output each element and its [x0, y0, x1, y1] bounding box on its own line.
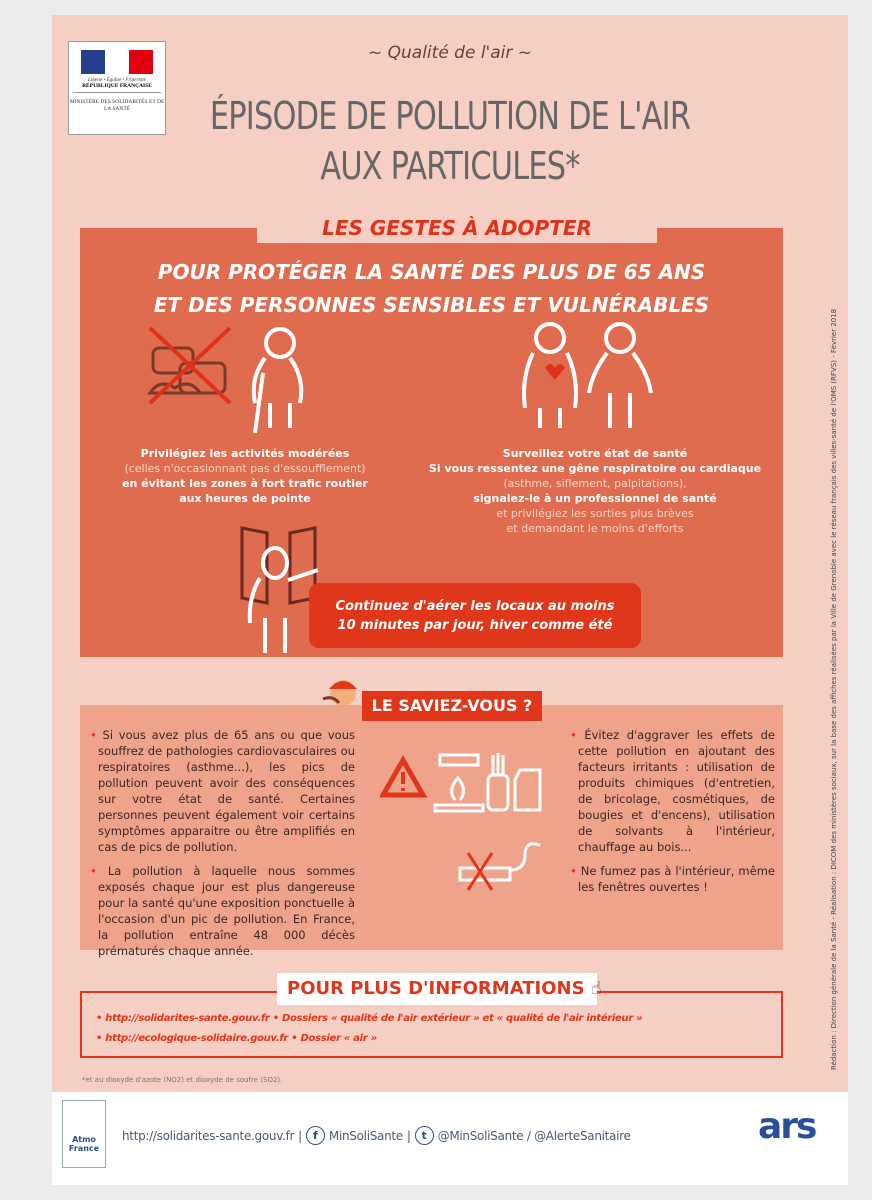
activities-advice [90, 446, 400, 506]
saviez-right-text [570, 727, 775, 903]
title-line: ÉPISODE DE POLLUTION DE L'AIR [209, 94, 691, 138]
saviez-bullet: • Si vous avez plus de 65 ans ou que vous souffrez de pathologies cardiovasculaires ou respiratoires (asthme...), les pics de pollution peuvent avoir des conséquences sur votre état de santé. Certaines personnes peuvent également voir certains symptômes apparaitre ou être amplifiés en cas de pics de pollution. [90, 727, 355, 855]
saviez-bullet: • Ne fumez pas à l'intérieur, même les fenêtres ouvertes ! [570, 863, 775, 895]
gestes-heading: LES GESTES À ADOPTER [257, 213, 657, 243]
saviez-bullet: • La pollution à laquelle nous sommes exposés chaque jour est plus dangereuse pour la santé qu'une exposition ponctuelle à l'occasion d'un pic de pollution. En France, la pollution entraîne 48 000 décès prématurés chaque année. [90, 863, 355, 959]
pointing-hand-icon: ☝ [590, 978, 602, 999]
saviez-panel [80, 705, 783, 958]
advice-line: et privilégiez les sorties plus brèves [496, 507, 694, 520]
page-title [146, 91, 754, 191]
separator: | [406, 1128, 411, 1143]
info-link[interactable]: • http://ecologique-solidaire.gouv.fr • Dossier « air » [96, 1033, 377, 1044]
twitter-icon: t [415, 1126, 434, 1145]
ars-logo-text: ars [758, 1106, 816, 1147]
saviez-bullet: • Évitez d'aggraver les effets de cette pollution en ajoutant des facteurs irritants : utilisation de produits chimiques (d'entretien, de bricolage, cosmétiques, de bougies et d'encens), utilisation de solvants à l'intérieur, chauffage au bois... [570, 727, 775, 855]
website-link[interactable]: http://solidarites-sante.gouv.fr [122, 1128, 295, 1143]
credits: Rédaction : Direction générale de la Santé - Réalisation : DICOM des ministères sociaux, sur la base des affiches réalisées par la Ville de Grenoble avec le réseau français des villes-santé de l'OMS (RFVS) - Février 2018 [830, 308, 838, 1070]
info-link[interactable]: • http://solidarites-sante.gouv.fr • Dossiers « qualité de l'air extérieur » et « qualité de l'air intérieur » [96, 1013, 643, 1024]
saviez-heading: LE SAVIEZ-VOUS ? [362, 691, 542, 721]
ventilation-callout [309, 583, 641, 648]
separator: | [298, 1128, 302, 1143]
advice-line: (asthme, siflement, palpitations), [503, 477, 687, 490]
advice-line: aux heures de pointe [179, 492, 311, 505]
ars-logo [758, 1106, 815, 1147]
logo-ministry: MINISTÈRE DES SOLIDARITÉS ET DE LA SANTÉ [69, 99, 165, 112]
gestes-subtitle [80, 256, 783, 322]
saviez-left-text [90, 727, 355, 967]
kicker: ~ Qualité de l'air ~ [367, 43, 533, 63]
social-links [122, 1126, 631, 1145]
twitter-link[interactable]: @MinSoliSante / @AlerteSanitaire [437, 1128, 631, 1143]
callout-line: Continuez d'aérer les locaux au moins [335, 598, 615, 614]
info-heading-text: POUR PLUS D'INFORMATIONS [287, 978, 585, 999]
advice-line: (celles n'occasionnant pas d'essoufflement) [124, 462, 366, 475]
gestes-panel [80, 228, 783, 657]
irritants-icons [380, 750, 565, 900]
facebook-link[interactable]: MinSoliSante [328, 1128, 403, 1143]
poster [52, 15, 848, 1185]
info-heading [277, 973, 602, 1005]
advice-line: Si vous ressentez une gêne respiratoire ou cardiaque [428, 462, 762, 475]
elderly-traffic-icon [145, 323, 315, 433]
advice-line: et demandant le moins d'efforts [506, 522, 684, 535]
title-line: AUX PARTICULES* [320, 144, 580, 188]
atmo-france-logo: Atmo France [62, 1100, 106, 1168]
facebook-icon: f [306, 1126, 325, 1145]
logo-motto: Liberté • Égalité • Fraternité [88, 78, 146, 83]
advice-line: Surveillez votre état de santé [502, 447, 688, 460]
subtitle-line: ET DES PERSONNES SENSIBLES ET VULNÉRABLES [153, 293, 710, 317]
footnote: *et au dioxyde d'azote (NO2) et dioxyde de soufre (SO2). [82, 1076, 283, 1084]
advice-line: en évitant les zones à fort trafic routier [122, 477, 368, 490]
logo-republic: RÉPUBLIQUE FRANÇAISE [73, 83, 161, 93]
advice-line: Privilégiez les activités modérées [140, 447, 350, 460]
advice-line: signalez-le à un professionnel de santé [473, 492, 717, 505]
health-advice [410, 446, 780, 536]
info-links [96, 1009, 776, 1049]
footer [52, 1092, 848, 1185]
subtitle-line: POUR PROTÉGER LA SANTÉ DES PLUS DE 65 ANS [157, 260, 706, 284]
elderly-people-health-icon [515, 313, 665, 433]
callout-line: 10 minutes par jour, hiver comme été [337, 617, 613, 633]
